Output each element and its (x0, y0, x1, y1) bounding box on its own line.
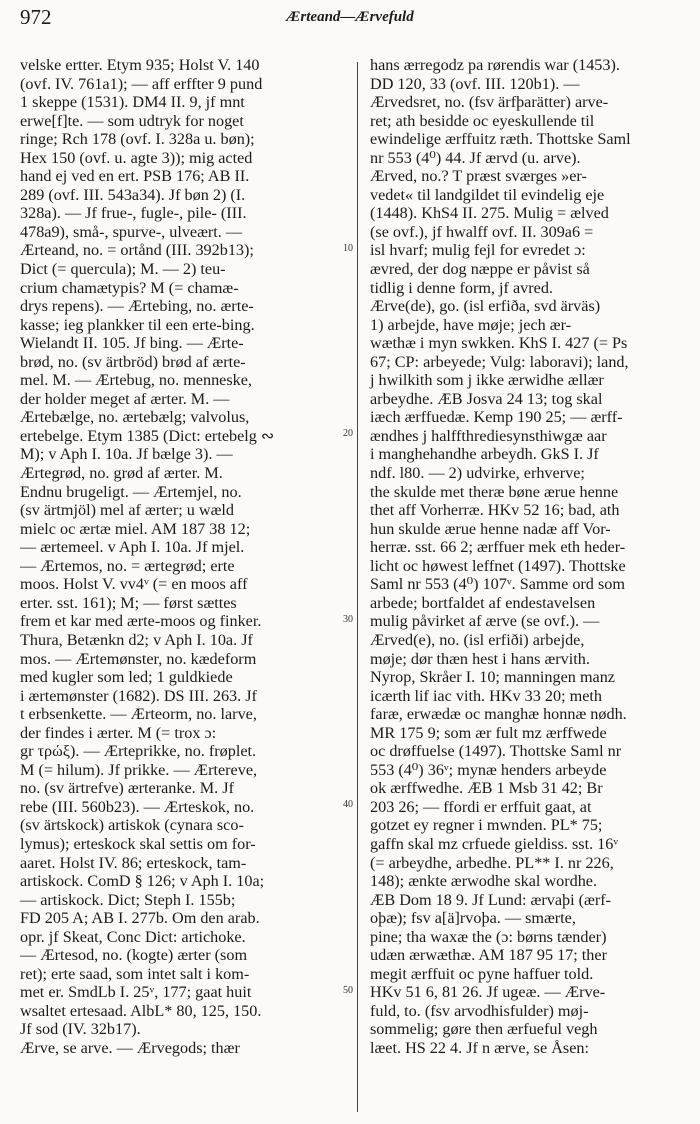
text-line: erwe[f]te. — som udtryk for noget (20, 111, 244, 130)
text-line: the skulde met theræ bøne ærue henne (370, 482, 619, 501)
text-line: møje; dør thæn hest i hans ærvith. (370, 649, 590, 668)
text-line: Ærvedsret, no. (fsv ärfþarätter) arve- (370, 93, 609, 112)
text-line: frem et kar med ærte-moos og finker. (20, 612, 262, 631)
text-line: 148); ænkte ærwodhe skal wordhe. (370, 872, 598, 891)
text-line: DD 120, 33 (ovf. III. 120b1). — (370, 74, 580, 93)
text-line: tidlig i denne form, jf avred. (370, 278, 553, 297)
text-line: 328a). — Jf frue-, fugle-, pile- (III. (20, 204, 247, 223)
text-line: i ærtemønster (1682). DS III. 263. Jf (20, 686, 257, 705)
text-line: lymus); erteskock skal settis om for- (20, 834, 256, 853)
text-line: 478a9), små-, spurve-, ulveært. — (20, 222, 243, 241)
text-line: — Ærtesod, no. (kogte) ærter (som (20, 946, 248, 965)
text-line: HKv 51 6, 81 26. Jf ugeæ. — Ærve- (370, 983, 606, 1002)
text-line: aaret. Holst IV. 86; erteskock, tam- (20, 853, 247, 872)
text-line: drys repens). — Ærtebing, no. ærte- (20, 297, 254, 316)
text-line: ok ærffwedhe. ÆB 1 Msb 31 42; Br (370, 779, 603, 798)
text-line: M (= hilum). Jf prikke. — Ærtereve, (20, 760, 258, 779)
text-line: arbede; bortfaldet af endestavelsen (370, 593, 596, 612)
text-line: icærth lif iac vith. HKv 33 20; meth (370, 686, 602, 705)
page-number: 972 (20, 5, 52, 29)
text-line: sommelig; gøre then ærfueful vegh (370, 1020, 598, 1039)
text-line: herræ. sst. 66 2; ærffuer mek eth heder- (370, 538, 626, 557)
text-line: (se ovf.), jf hwalff ovf. II. 309a6 = (370, 222, 594, 241)
text-line: — artiskock. Dict; Steph I. 155b; (20, 890, 236, 909)
text-line: hand ej ved en ert. PSB 176; AB II. (20, 167, 250, 186)
text-line: gotzet ey regner i mwnden. PL* 75; (370, 816, 603, 835)
text-line: der findes i ærter. M (= trox ɔ: (20, 723, 217, 742)
text-line: Ærve(de), go. (isl erfiða, svd ärväs) (370, 297, 601, 316)
text-line: Ærved, no.? T præst sværges »er- (370, 167, 587, 186)
text-line: erter. sst. 161); M; — først sættes (20, 593, 237, 612)
text-line: Ærtebælge, no. ærtebælg; valvolus, (20, 408, 250, 427)
text-line: gr τρώξ). — Ærteprikke, no. frøplet. (20, 742, 257, 761)
text-line: nr 553 (4⁰) 44. Jf ærvd (u. arve). (370, 148, 581, 167)
text-line: (sv ärtskock) artiskok (cynara sco- (20, 816, 244, 835)
text-line: moos. Holst V. vv4ᵛ (= en moos aff (20, 575, 248, 594)
text-line: ævred, der dog næppe er påvist så (370, 260, 590, 279)
text-line: MR 175 9; som ær fult mz ærffwede (370, 723, 607, 742)
text-line: Ærved(e), no. (isl erfiði) arbejde, (370, 630, 585, 649)
text-line: oc drøffuelse (1497). Thottske Saml nr (370, 742, 622, 761)
text-line: mielc oc ærtæ miel. AM 187 38 12; (20, 519, 251, 538)
text-line: ret; ath besidde oc eyeskullende til (370, 111, 595, 130)
text-line: arbeydhe. ÆB Josva 24 13; tog skal (370, 389, 603, 408)
text-line: no. (sv ärtrefve) ærteranke. M. Jf (20, 779, 234, 798)
text-line: Thura, Betænkn d2; v Aph I. 10a. Jf (20, 630, 253, 649)
text-line: Ærteand, no. = ortånd (III. 392b13); (20, 241, 254, 260)
line-number-20: 20 (343, 428, 353, 439)
text-line: Dict (= quercula); M. — 2) teu- (20, 260, 226, 279)
running-head: Ærteand—Ærvefuld (286, 9, 414, 25)
text-line: wsaltet ertesaad. AlbL* 80, 125, 150. (20, 1001, 262, 1020)
text-line: hans ærregodz pa rørendis war (1453). (370, 56, 620, 74)
text-line: — Ærtemos, no. = ærtegrød; erte (20, 556, 235, 575)
text-line: ewindelige ærffuitz ræth. Thottske Saml (370, 130, 631, 149)
text-line: gaffn skal mz crfuede gieldiss. sst. 16ᵛ (370, 834, 619, 853)
text-line: oþæ); fsv a[ä]rvoþa. — smærte, (370, 909, 576, 928)
text-line: mulig påvirket af ærve (se ovf.). — (370, 612, 600, 631)
text-line: (1448). KhS4 II. 275. Mulig = ælved (370, 204, 609, 223)
text-line: isl hvarf; mulig fejl for evredet ɔ: (370, 241, 586, 260)
text-line: Saml nr 553 (4⁰) 107ᵛ. Samme ord som (370, 575, 625, 594)
text-line: Endnu brugeligt. — Ærtemjel, no. (20, 482, 242, 501)
text-line: læet. HS 22 4. Jf n ærve, se Åsen: (370, 1038, 589, 1057)
text-line: met er. SmdLb I. 25ᵛ, 177; gaat huit (20, 983, 252, 1002)
text-line: der holder meget af ærter. M. — (20, 389, 230, 408)
line-number-40: 40 (343, 799, 353, 810)
text-line: med kugler som led; 1 guldkiede (20, 668, 233, 687)
text-line: mos. — Ærtemønster, no. kædeform (20, 649, 257, 668)
text-line: udæn ærwæthæ. AM 187 95 17; ther (370, 946, 607, 965)
text-line: wæthæ i myn swkken. KhS I. 427 (= Ps (370, 334, 628, 353)
text-line: thet aff Vorherræ. HKv 52 16; bad, ath (370, 501, 620, 520)
text-line: 67; CP: arbeyede; Vulg: laboravi); land, (370, 352, 629, 371)
text-line: Ærve, se arve. — Ærvegods; thær (20, 1038, 240, 1057)
text-line: vedet« til landgildet til evindelig eje (370, 185, 605, 204)
text-line: artiskock. ComD § 126; v Aph I. 10a; (20, 872, 265, 891)
text-line: M); v Aph I. 10a. Jf bælge 3). — (20, 445, 233, 464)
text-line: 1 skeppe (1531). DM4 II. 9, jf mnt (20, 93, 245, 112)
text-line: velske ertter. Etym 935; Holst V. 140 (20, 56, 260, 74)
text-line: faræ, erwædæ oc manghæ honnæ nødh. (370, 705, 627, 724)
text-line: t erbsenkette. — Ærteorm, no. larve, (20, 705, 257, 724)
text-line: 289 (ovf. III. 543a34). Jf bøn 2) (I. (20, 185, 246, 204)
line-number-10: 10 (343, 243, 353, 254)
text-line: i manghehandhe arbeydh. GkS I. Jf (370, 445, 599, 464)
text-line: — ærtemeel. v Aph I. 10a. Jf mjel. (20, 538, 245, 557)
right-column (370, 56, 688, 1058)
text-line: Ærtegrød, no. grød af ærter. M. (20, 464, 223, 483)
text-line: hun skulde ærue henne nadæ aff Vor- (370, 519, 611, 538)
text-line: Hex 150 (ovf. u. agte 3)); mig acted (20, 148, 253, 167)
text-line: 1) arbejde, have møje; jech ær- (370, 315, 572, 334)
text-line: mel. M. — Ærtebug, no. menneske, (20, 371, 252, 390)
text-line: iæch ærffuedæ. Kemp 190 25; — ærff- (370, 408, 623, 427)
text-line: (= arbeydhe, arbedhe. PL** I. nr 226, (370, 853, 614, 872)
text-line: fuld, to. (fsv arvodhisfulder) møj- (370, 1001, 589, 1020)
text-line: Nyrop, Skråer I. 10; manningen manz (370, 668, 615, 687)
text-line: ndf. l80. — 2) udvirke, erhverve; (370, 464, 585, 483)
text-line: ringe; Rch 178 (ovf. I. 328a u. bøn); (20, 130, 255, 149)
text-line: (sv ärtmjöl) mel af ærter; u wæld (20, 501, 234, 520)
text-line: crium chamætypis? M (= chamæ- (20, 278, 239, 297)
text-line: 203 26; — ffordi er erffuit gaat, at (370, 797, 592, 816)
text-line: ertebelge. Etym 1385 (Dict: ertebelg ∾ (20, 426, 275, 445)
text-line: ÆB Dom 18 9. Jf Lund: ærvaþi (ærf- (370, 890, 611, 909)
text-line: Wielandt II. 105. Jf bing. — Ærte- (20, 334, 244, 353)
text-line: FD 205 A; AB I. 277b. Om den arab. (20, 909, 260, 928)
column-divider (357, 62, 358, 1112)
text-line: licht oc høwest leffnet (1497). Thottske (370, 556, 626, 575)
text-line: brød, no. (sv ärtbröd) brød af ærte- (20, 352, 246, 371)
text-line: 553 (4⁰) 36ᵛ; mynæ henders arbeyde (370, 760, 607, 779)
text-line: kasse; ieg plankker til een erte-bing. (20, 315, 255, 334)
left-column (20, 56, 344, 1058)
text-line: megit ærffuit oc pyne haffuer told. (370, 964, 594, 983)
text-line: (ovf. IV. 761a1); — aff erffter 9 pund (20, 74, 263, 93)
text-line: opr. jf Skeat, Conc Dict: artichoke. (20, 927, 246, 946)
text-line: rebe (III. 560b23). — Ærteskok, no. (20, 797, 255, 816)
text-line: ret); erte saad, som intet salt i kom- (20, 964, 250, 983)
text-line: pine; tha waxæ the (ɔ: børns tænder) (370, 927, 607, 946)
line-number-50: 50 (343, 985, 353, 996)
text-line: ændhes j halffthrediesynsthiwgæ aar (370, 426, 607, 445)
line-number-30: 30 (343, 614, 353, 625)
text-line: j hwilkith som j ikke ærwidhe ællær (370, 371, 604, 390)
text-line: Jf sod (IV. 32b17). (20, 1020, 141, 1039)
